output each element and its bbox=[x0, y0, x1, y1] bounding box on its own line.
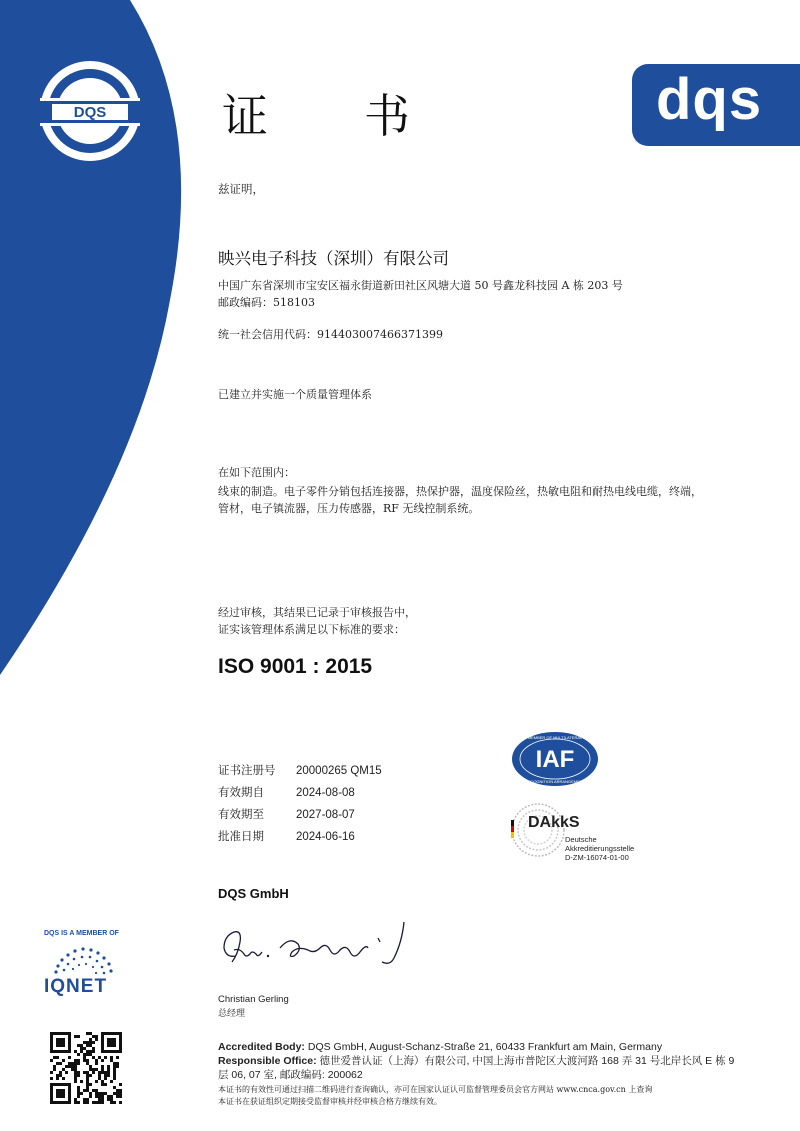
company-name: 映兴电子科技（深圳）有限公司 bbox=[218, 249, 449, 268]
dakks-line-2: Akkreditierungsstelle bbox=[565, 844, 635, 853]
intro-text: 兹证明， bbox=[218, 182, 264, 196]
detail-row-registration bbox=[218, 762, 382, 778]
detail-value: 2024-06-16 bbox=[296, 831, 355, 843]
footer-note-1: 本证书的有效性可通过扫描二维码进行查询确认，亦可在国家认证认可监督管理委员会官方网站 www.cnca.gov.cn 上查询 bbox=[218, 1085, 653, 1094]
company-postcode: 邮政编码：518103 bbox=[218, 296, 315, 309]
title-char-2: 书 bbox=[364, 89, 410, 143]
iqnet-name: IQNET bbox=[44, 976, 108, 997]
svg-text:MEMBER OF MULTILATERAL: MEMBER OF MULTILATERAL bbox=[527, 735, 583, 740]
dakks-line-3: D-ZM-16074-01-00 bbox=[565, 853, 629, 862]
accredited-value: DQS GmbH, August-Schanz-Straße 21, 60433 Frankfurt am Main, Germany bbox=[304, 1041, 663, 1053]
svg-text:IAF: IAF bbox=[535, 746, 575, 773]
responsible-value: 德世爱普认证（上海）有限公司, 中国上海市普陀区大渡河路 168 弄 31 号北岸长风 E 栋 9 bbox=[316, 1055, 735, 1067]
system-statement: 已建立并实施一个质量管理体系 bbox=[218, 388, 372, 401]
dqs-seal-logo bbox=[36, 60, 144, 162]
responsible-value-2: 层 06, 07 室, 邮政编码: 200062 bbox=[218, 1069, 363, 1081]
detail-label: 批准日期 bbox=[218, 829, 264, 843]
scope-line-1: 线束的制造。电子零件分销包括连接器，热保护器，温度保险丝，热敏电阻和耐热电线电缆，终端， bbox=[218, 485, 702, 498]
detail-value: 2024-08-08 bbox=[296, 787, 355, 799]
detail-label: 证书注册号 bbox=[218, 763, 276, 777]
dqs-brand-logo bbox=[632, 64, 800, 146]
accredited-label: Accredited Body: bbox=[218, 1041, 305, 1053]
dqs-brand-text: dqs bbox=[656, 67, 763, 132]
credit-code: 统一社会信用代码：914403007466371399 bbox=[218, 328, 443, 341]
detail-row-valid-from bbox=[218, 784, 355, 800]
scope-line-2: 管材，电子镇流器，压力传感器，RF 无线控制系统。 bbox=[218, 502, 480, 515]
detail-row-approval bbox=[218, 828, 355, 844]
signatory-name: Christian Gerling bbox=[218, 994, 289, 1005]
signatory-role: 总经理 bbox=[218, 1009, 246, 1019]
issuer-company: DQS GmbH bbox=[218, 886, 289, 901]
qr-code bbox=[50, 1032, 122, 1104]
audit-line-1: 经过审核，其结果已记录于审核报告中， bbox=[218, 606, 416, 619]
audit-line-2: 证实该管理体系满足以下标准的要求： bbox=[218, 623, 405, 636]
iqnet-dots-icon bbox=[44, 942, 124, 976]
footer-note-2: 本证书在获证组织定期接受监督审核并经审核合格方继续有效。 bbox=[218, 1097, 442, 1106]
svg-text:DQS: DQS bbox=[73, 104, 107, 121]
detail-value: 2027-08-07 bbox=[296, 809, 355, 821]
iqnet-member-text: DQS IS A MEMBER OF bbox=[44, 930, 119, 937]
responsible-label: Responsible Office: bbox=[218, 1055, 317, 1067]
iaf-logo bbox=[510, 730, 600, 788]
company-address: 中国广东省深圳市宝安区福永街道新田社区风塘大道 50 号鑫龙科技园 A 栋 203 号 bbox=[218, 279, 623, 292]
svg-text:RECOGNITION ARRANGEMENT: RECOGNITION ARRANGEMENT bbox=[524, 779, 586, 784]
signature bbox=[218, 918, 418, 980]
dakks-line-1: Deutsche bbox=[565, 835, 597, 844]
footer-responsible bbox=[218, 1054, 734, 1068]
detail-label: 有效期自 bbox=[218, 785, 264, 799]
title-char-1: 证 bbox=[222, 89, 268, 143]
scope-label: 在如下范围内： bbox=[218, 466, 295, 479]
detail-row-valid-to bbox=[218, 806, 355, 822]
footer-accredited bbox=[218, 1040, 662, 1054]
standard-title: ISO 9001 : 2015 bbox=[218, 655, 373, 678]
detail-label: 有效期至 bbox=[218, 807, 264, 821]
detail-value: 20000265 QM15 bbox=[296, 765, 382, 777]
dakks-name: DAkkS bbox=[528, 814, 580, 831]
